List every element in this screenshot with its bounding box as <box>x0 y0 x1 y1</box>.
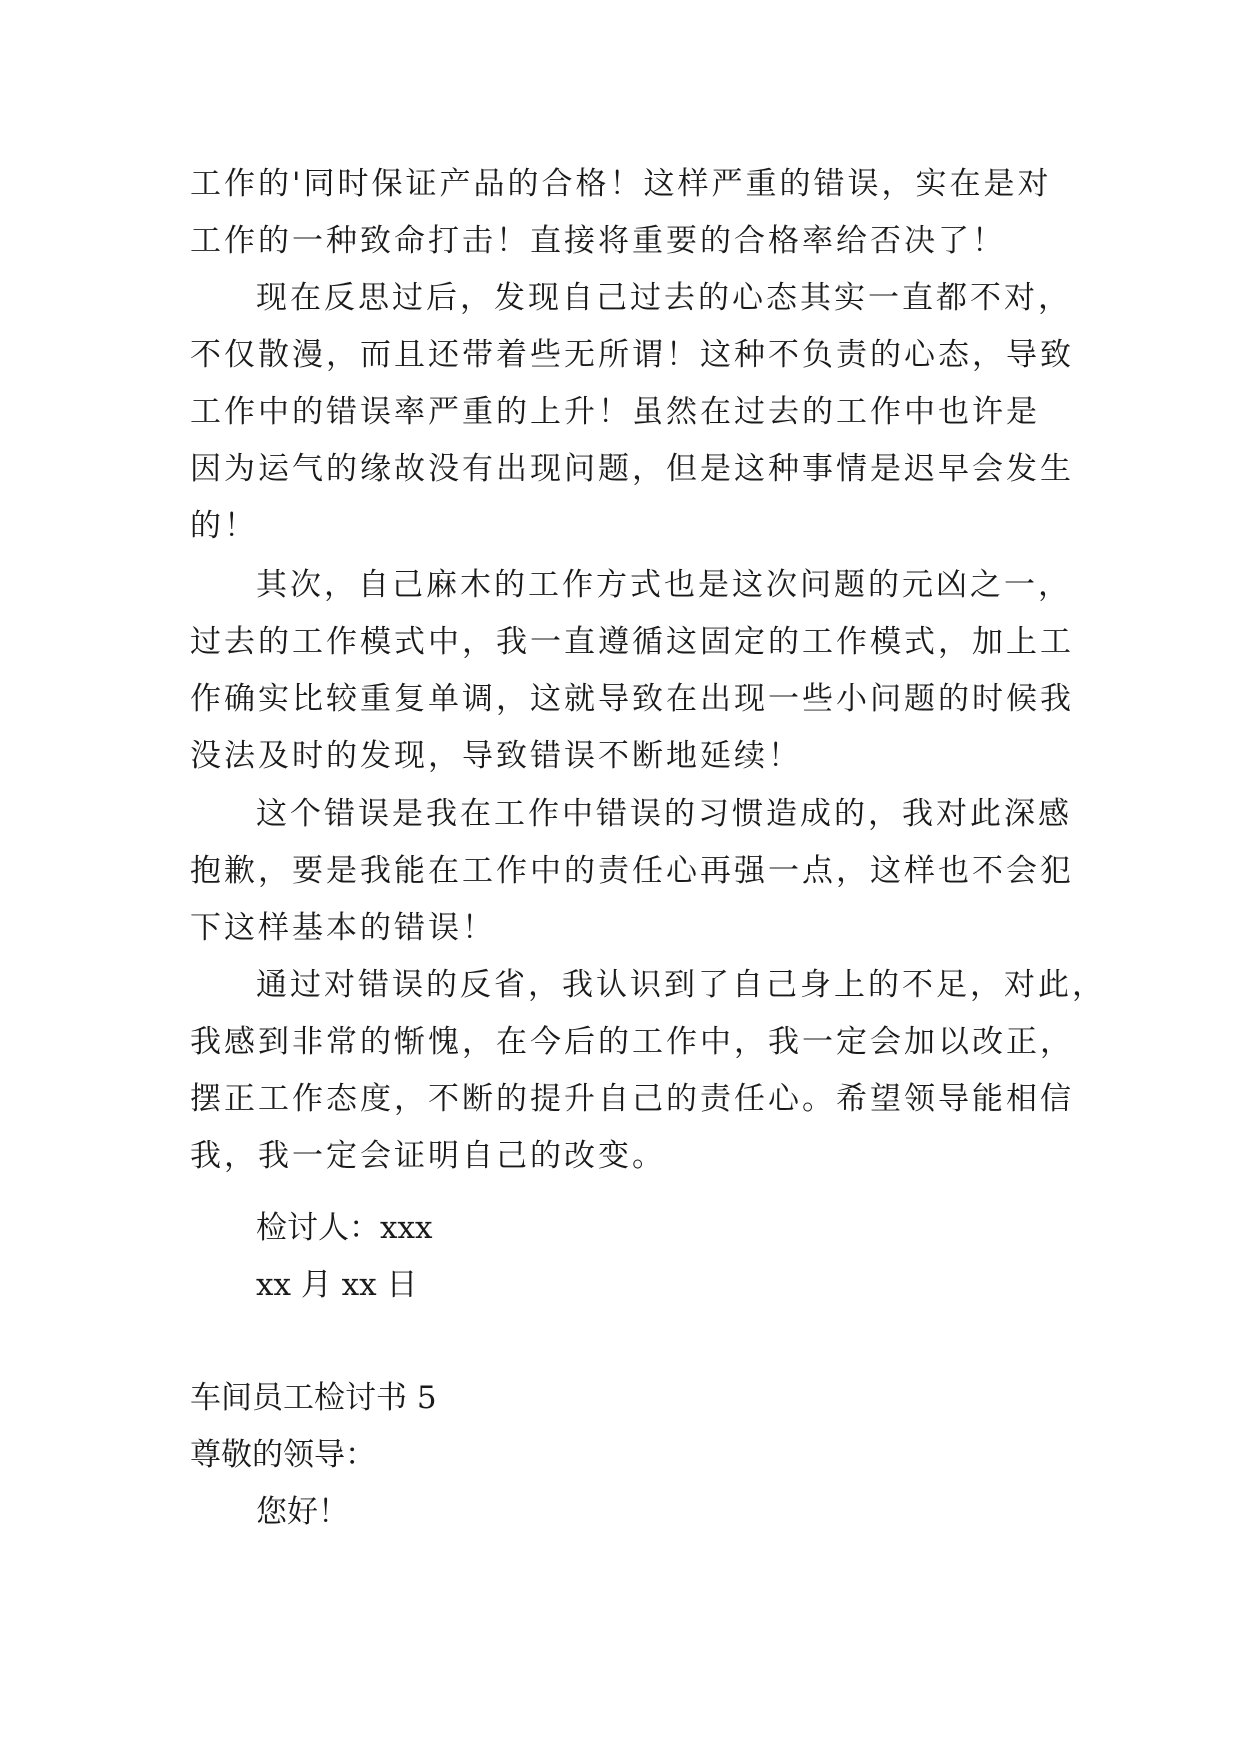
salutation: 尊敬的领导： <box>190 1437 376 1473</box>
paragraph-line: 工作的一种致命打击！直接将重要的合格率给否决了！ <box>190 223 1006 259</box>
paragraph-line: 工作中的错误率严重的上升！虽然在过去的工作中也许是 <box>190 394 1040 430</box>
paragraph-line: 不仅散漫，而且还带着些无所谓！这种不负责的心态，导致 <box>190 337 1074 373</box>
paragraph-line: 我感到非常的惭愧，在今后的工作中，我一定会加以改正， <box>190 1024 1074 1060</box>
paragraph-line: 因为运气的缘故没有出现问题，但是这种事情是迟早会发生 <box>190 451 1074 487</box>
paragraph-line: 工作的'同时保证产品的合格！这样严重的错误，实在是对 <box>190 166 1052 202</box>
greeting: 您好！ <box>256 1494 349 1530</box>
signature-date: xx 月 xx 日 <box>256 1267 418 1303</box>
paragraph-line: 这个错误是我在工作中错误的习惯造成的，我对此深感 <box>256 796 1072 832</box>
paragraph-line: 没法及时的发现，导致错误不断地延续！ <box>190 738 802 774</box>
paragraph-line: 的！ <box>190 508 258 544</box>
paragraph-line: 作确实比较重复单调，这就导致在出现一些小问题的时候我 <box>190 681 1074 717</box>
paragraph-line: 过去的工作模式中，我一直遵循这固定的工作模式，加上工 <box>190 624 1074 660</box>
paragraph-line: 抱歉，要是我能在工作中的责任心再强一点，这样也不会犯 <box>190 853 1074 889</box>
paragraph-line: 摆正工作态度，不断的提升自己的责任心。希望领导能相信 <box>190 1081 1074 1117</box>
section-title: 车间员工检讨书 5 <box>190 1380 437 1416</box>
paragraph-line: 其次，自己麻木的工作方式也是这次问题的元凶之一， <box>256 567 1072 603</box>
paragraph-line: 通过对错误的反省，我认识到了自己身上的不足，对此， <box>256 967 1106 1003</box>
paragraph-line: 下这样基本的错误！ <box>190 910 496 946</box>
paragraph-line: 我，我一定会证明自己的改变。 <box>190 1138 666 1174</box>
reviewer-signature: 检讨人：xxx <box>256 1210 433 1246</box>
paragraph-line: 现在反思过后，发现自己过去的心态其实一直都不对， <box>256 280 1072 316</box>
